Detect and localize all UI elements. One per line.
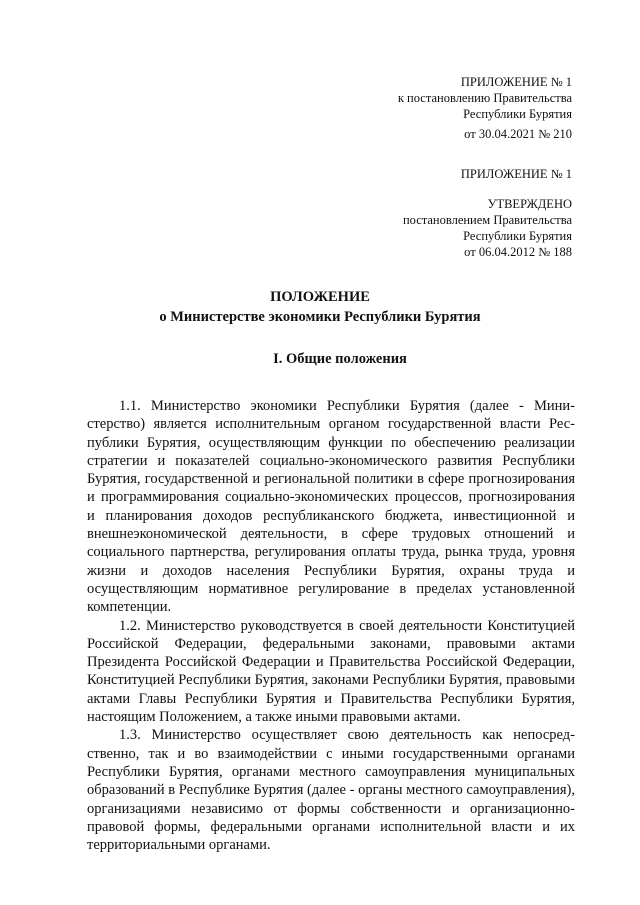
approval-decree-line: постановлением Правительства	[402, 213, 572, 227]
document-body	[87, 397, 575, 854]
approval-date: от 06.04.2012 № 188	[464, 245, 572, 259]
paragraph-1-2: 1.2. Министерство руководствуется в своей деятельности Конституцией Российской Федерации, федеральными законами, правовыми актами Президента Российской Федерации и Правительства Российской Федерации, Конституцией Республики Бурятия, законами Республики Бурятия, правовыми актами Главы Республики Бурятия и Правительства Республики Бурятия, настоящим Положением, а также иными правовыми актами.	[87, 617, 575, 726]
approved-label: УТВЕРЖДЕНО	[487, 197, 572, 211]
section-heading: I. Общие положения	[273, 351, 407, 367]
annex-date: от 30.04.2021 № 210	[464, 127, 572, 141]
approval-republic-line: Республики Бурятия	[463, 229, 572, 243]
annex-decree-line: к постановлению Правительства	[397, 91, 572, 105]
annex-republic-line: Республики Бурятия	[463, 107, 572, 121]
document-title: ПОЛОЖЕНИЕ	[270, 289, 370, 305]
second-annex-block	[461, 166, 572, 182]
approval-stamp-block	[403, 196, 572, 260]
annex-number: ПРИЛОЖЕНИЕ № 1	[460, 75, 572, 89]
second-annex-number: ПРИЛОЖЕНИЕ № 1	[460, 167, 572, 181]
paragraph-1-3: 1.3. Министерство осуществляет свою деятельность как непосредственно, так и во взаимодействии с иными государственными органами Республики Бурятия, органами местного самоуправления муниципальных образований в Республике Бурятия (далее - органы местного самоуправления), организациями независимо от формы собственности и организационно-правовой формы, федеральными органами исполнительной власти и их территориальными органами.	[87, 727, 575, 854]
annex-reference-block	[398, 74, 572, 122]
document-subtitle: о Министерстве экономики Республики Бурятия	[159, 309, 481, 325]
annex-date-block	[464, 126, 572, 142]
paragraph-1-1: 1.1. Министерство экономики Республики Бурятия (далее - Министерство) является исполнительным органом государственной власти Республики Бурятия, осуществляющим функции по обеспечению реализации стратегии и показателей социально-экономического развития Республики Бурятия, государственной и региональной политики в сфере прогнозирования и программирования социально-экономических процессов, прогнозирования и планирования доходов республиканского бюджета, инвестиционной и внешнеэкономической деятельности, в сфере трудовых отношений и социального партнерства, регулирования оплаты труда, рынка труда, уровня жизни и доходов населения Республики Бурятия, охраны труда и осуществляющим нормативное регулирование в пределах установленной компетенции.	[87, 398, 575, 616]
